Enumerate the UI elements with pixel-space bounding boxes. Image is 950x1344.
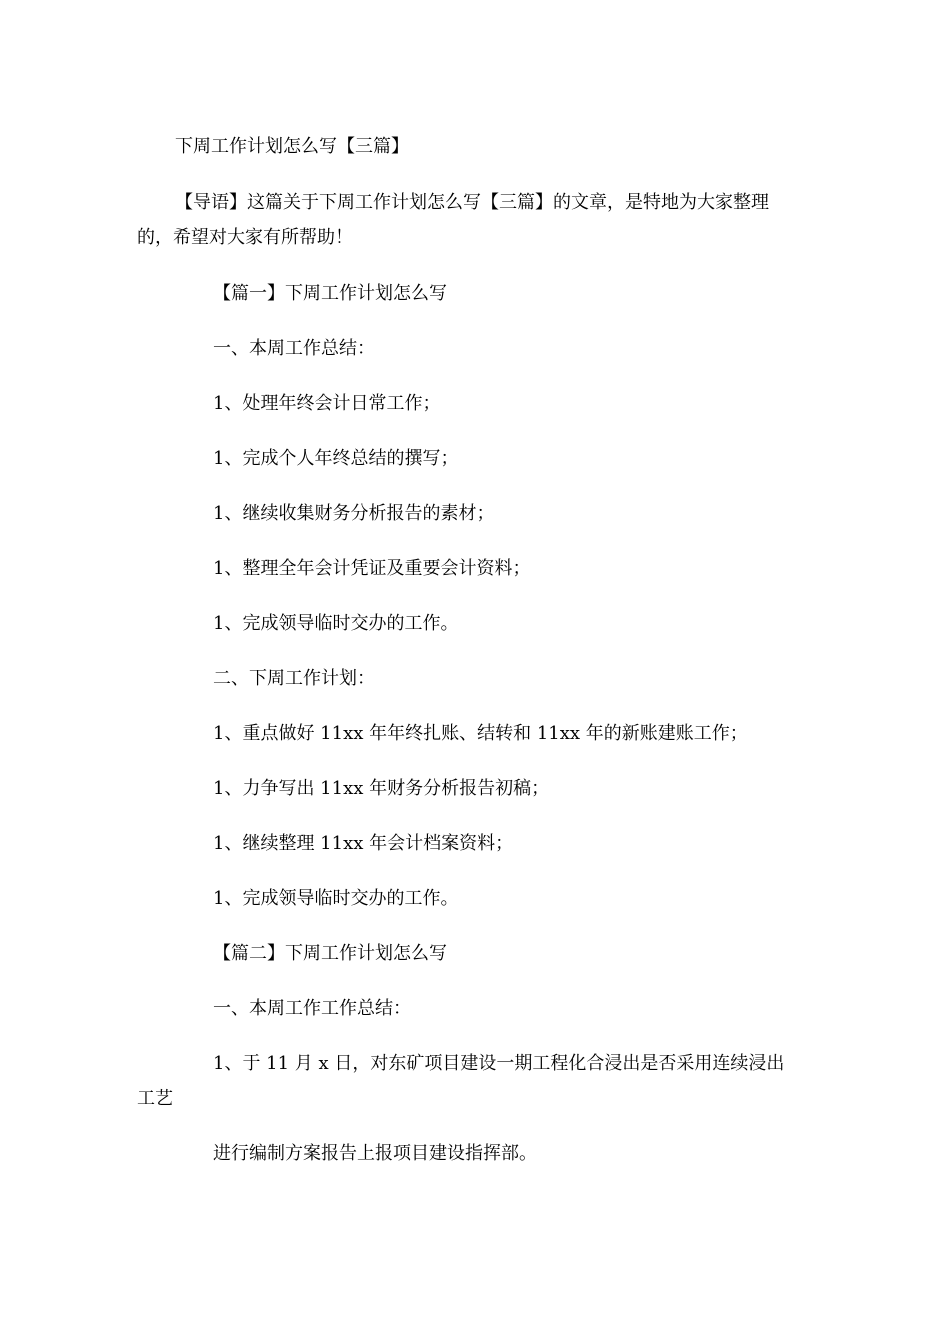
part1-section1-item: 1、整理全年会计凭证及重要会计资料； (213, 558, 531, 579)
part2-item1-continuation: 进行编制方案报告上报项目建设指挥部。 (213, 1143, 537, 1164)
document-title: 下周工作计划怎么写【三篇】 (175, 136, 409, 157)
part2-item1-line2: 工艺 (137, 1088, 173, 1109)
part1-section2-item: 1、继续整理 11xx 年会计档案资料； (213, 833, 514, 854)
part1-section2-heading: 二、下周工作计划： (213, 668, 375, 689)
part2-section1-heading: 一、本周工作工作总结： (213, 998, 411, 1019)
part2-item1-line1: 1、于 11 月 x 日，对东矿项目建设一期工程化合浸出是否采用连续浸出 (213, 1053, 785, 1074)
intro-line-1: 【导语】这篇关于下周工作计划怎么写【三篇】的文章，是特地为大家整理 (175, 192, 769, 213)
part1-section1-item: 1、处理年终会计日常工作； (213, 393, 441, 414)
part1-section2-item: 1、力争写出 11xx 年财务分析报告初稿； (213, 778, 550, 799)
intro-line-2: 的，希望对大家有所帮助！ (137, 227, 353, 248)
part1-section2-item: 1、重点做好 11xx 年年终扎账、结转和 11xx 年的新账建账工作； (213, 723, 748, 744)
part1-section1-item: 1、完成领导临时交办的工作。 (213, 613, 459, 634)
part1-section2-item: 1、完成领导临时交办的工作。 (213, 888, 459, 909)
part1-section1-item: 1、完成个人年终总结的撰写； (213, 448, 459, 469)
part1-heading: 【篇一】下周工作计划怎么写 (213, 283, 447, 304)
part1-section1-heading: 一、本周工作总结： (213, 338, 375, 359)
part1-section1-item: 1、继续收集财务分析报告的素材； (213, 503, 495, 524)
part2-heading: 【篇二】下周工作计划怎么写 (213, 943, 447, 964)
